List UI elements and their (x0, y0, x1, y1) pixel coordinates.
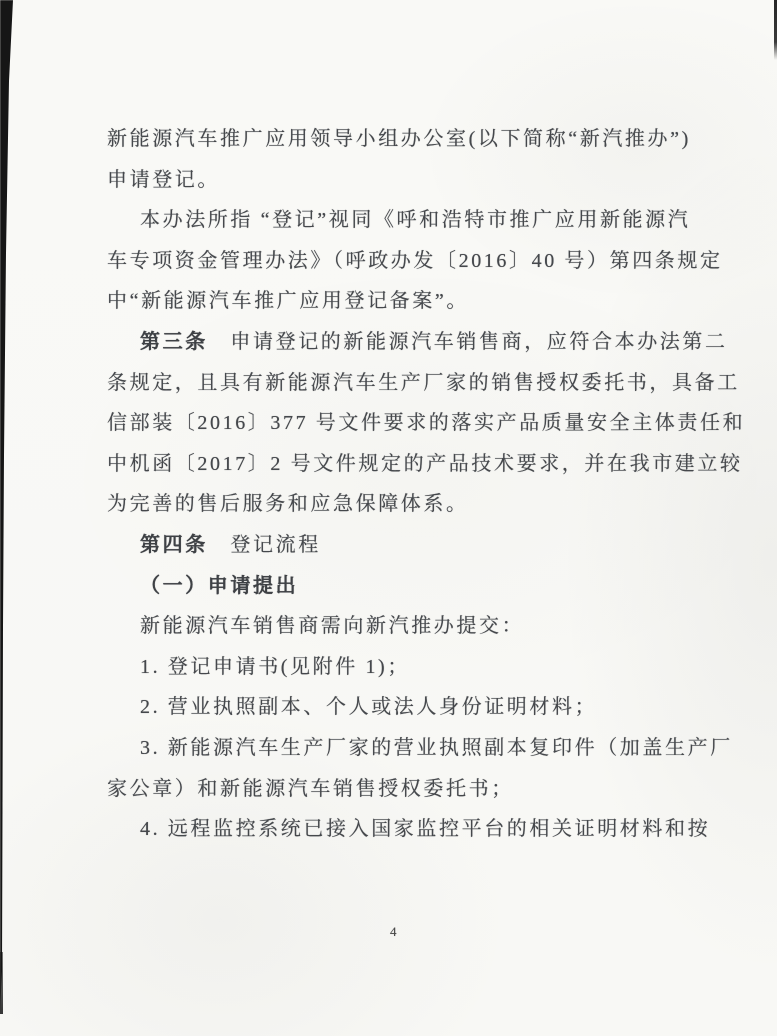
text-line-body: 信部装〔2016〕377 号文件要求的落实产品质量安全主体责任和 (107, 412, 746, 435)
text-line-body: 为完善的售后服务和应急保障体系。 (107, 493, 469, 516)
text-line-body: 车专项资金管理办法》（呼政办发〔2016〕40 号）第四条规定 (107, 249, 723, 272)
text-line (140, 525, 752, 566)
text-line (107, 403, 752, 444)
document-text-block (107, 119, 752, 850)
text-line (140, 200, 752, 241)
text-line (107, 160, 752, 201)
text-line-heading: 第四条 (140, 533, 208, 556)
text-line (107, 119, 752, 160)
text-line (140, 606, 752, 647)
text-line-body: 本办法所指 “登记”视同《呼和浩特市推广应用新能源汽 (140, 209, 691, 232)
text-line-body: 1. 登记申请书(见附件 1)； (140, 655, 410, 678)
text-line (107, 444, 752, 485)
text-line-body: 中机函〔2017〕2 号文件规定的产品技术要求，并在我市建立较 (107, 452, 743, 475)
text-line (140, 809, 752, 850)
text-line-body: 新能源汽车销售商需向新汽推办提交： (140, 615, 525, 638)
text-line-body: 中“新能源汽车推广应用登记备案”。 (107, 290, 469, 313)
text-line-body: 新能源汽车推广应用领导小组办公室(以下简称“新汽推办”) (107, 128, 691, 150)
text-line (107, 484, 752, 525)
text-line-body: 家公章）和新能源汽车销售授权委托书； (107, 777, 514, 800)
text-line-body: 申请登记。 (107, 168, 220, 191)
text-line (107, 363, 752, 404)
text-line (140, 687, 752, 728)
text-line-body: 登记流程 (207, 533, 321, 556)
scan-edge-shadow-left (0, 0, 15, 1012)
text-line (140, 322, 752, 363)
text-line-body: 条规定，且具有新能源汽车生产厂家的销售授权委托书，具备工 (107, 371, 740, 394)
text-line (107, 241, 752, 282)
text-line-body: 申请登记的新能源汽车销售商，应符合本办法第二 (207, 330, 728, 353)
text-line (107, 281, 752, 322)
text-line-body: 3. 新能源汽车生产厂家的营业执照副本复印件（加盖生产厂 (140, 736, 733, 759)
scan-edge-shadow-bottom-left (0, 952, 3, 1014)
text-line-body: 2. 营业执照副本、个人或法人身份证明材料； (140, 696, 598, 719)
text-line (107, 769, 752, 810)
text-line (140, 728, 752, 769)
text-line-body: 4. 远程监控系统已接入国家监控平台的相关证明材料和按 (140, 818, 711, 841)
text-line-heading: 第三条 (140, 330, 208, 353)
text-line-heading: （一）申请提出 (140, 574, 299, 597)
page-number: 4 (390, 924, 397, 939)
text-line (140, 647, 752, 688)
text-line (140, 566, 752, 607)
